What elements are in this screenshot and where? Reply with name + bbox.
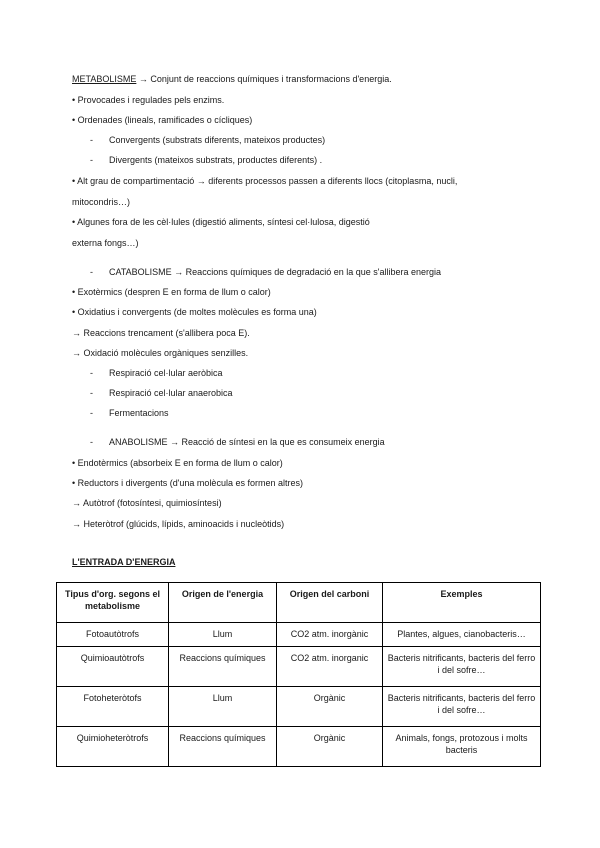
bullet-fora-cont: externa fongs…) (72, 238, 139, 248)
table-cell: Bacteris nitrificants, bacteris del ferro i del sofre… (383, 647, 541, 687)
bullet-compartiment: • Alt grau de compartimentació → diferents processos passen a diferents llocs (citoplasma, nucli, (72, 176, 458, 186)
table-cell: Orgànic (277, 727, 383, 767)
metabolisme-definition-text: → Conjunt de reaccions químiques i transformacions d'energia. (136, 74, 392, 84)
sub-divergents: - Divergents (mateixos substrats, productes diferents) . (90, 155, 323, 165)
catabolisme-item: • Oxidatius i convergents (de moltes molècules es forma una) (72, 307, 317, 317)
table-cell: Llum (169, 687, 277, 727)
sub-fermentacions: - Fermentacions (90, 408, 169, 418)
sub-respiracio-aerobica-text: Respiració cel·lular aeròbica (109, 368, 223, 378)
table-cell: CO2 atm. inorganic (277, 647, 383, 687)
metabolisme-definition (72, 74, 392, 85)
table-cell: Llum (169, 623, 277, 647)
anabolisme-heading: - ANABOLISME → Reacció de síntesi en la que es consumeix energia (90, 437, 385, 447)
anabolisme-item: • Endotèrmics (absorbeix E en forma de llum o calor) (72, 458, 283, 468)
table-row (57, 727, 541, 767)
bullet-ordenades: • Ordenades (lineals, ramificades o cícliques) (72, 115, 253, 125)
anabolisme-heading-text: ANABOLISME → Reacció de síntesi en la que es consumeix energia (109, 437, 385, 447)
table-cell: Quimioautòtrofs (57, 647, 169, 687)
sub-respiracio-aerobica: - Respiració cel·lular aeròbica (90, 368, 223, 378)
anabolisme-item: → Heteròtrof (glúcids, lípids, aminoacids i nucleòtids) (72, 519, 285, 529)
sub-convergents: - Convergents (substrats diferents, mateixos productes) (90, 135, 326, 145)
anabolisme-item: → Autòtrof (fotosíntesi, quimiosíntesi) (72, 498, 222, 508)
table-cell: Reaccions químiques (169, 647, 277, 687)
bullet-fora: • Algunes fora de les cèl·lules (digestió aliments, síntesi cel·lulosa, digestió (72, 217, 370, 227)
metabolisme-term: METABOLISME (72, 74, 137, 84)
sub-fermentacions-text: Fermentacions (109, 408, 169, 418)
sub-convergents-text: Convergents (substrats diferents, mateixos productes) (109, 135, 326, 145)
bullet-enzims: • Provocades i regulades pels enzims. (72, 95, 225, 105)
table-cell: Quimioheteròtrofs (57, 727, 169, 767)
table-header: Tipus d'org. segons el metabolisme (57, 583, 169, 623)
table-cell: CO2 atm. inorgànic (277, 623, 383, 647)
table-cell: Reaccions químiques (169, 727, 277, 767)
anabolisme-item: • Reductors i divergents (d'una molècula es formen altres) (72, 478, 303, 488)
table-header: Exemples (383, 583, 541, 623)
sub-respiracio-anaerobica-text: Respiració cel·lular anaerobica (109, 388, 233, 398)
catabolisme-heading-text: CATABOLISME → Reaccions químiques de degradació en la que s'allibera energia (109, 267, 442, 277)
table-header: Origen de l'energia (169, 583, 277, 623)
sub-divergents-text: Divergents (mateixos substrats, productes diferents) . (109, 155, 323, 165)
table-cell: Bacteris nitrificants, bacteris del ferro i del sofre… (383, 687, 541, 727)
energy-table (56, 582, 541, 767)
table-header-row (57, 583, 541, 623)
sub-respiracio-anaerobica: - Respiració cel·lular anaerobica (90, 388, 233, 398)
table-cell: Fotoautòtrofs (57, 623, 169, 647)
catabolisme-heading: - CATABOLISME → Reaccions químiques de degradació en la que s'allibera energia (90, 267, 442, 277)
catabolisme-item: • Exotèrmics (despren E en forma de llum o calor) (72, 287, 271, 297)
catabolisme-item: → Oxidació molècules orgàniques senzilles. (72, 348, 249, 358)
table-row (57, 687, 541, 727)
bullet-compartiment-cont: mitocondris…) (72, 197, 131, 207)
catabolisme-item: → Reaccions trencament (s'allibera poca E). (72, 328, 250, 338)
table-row (57, 623, 541, 647)
table-cell: Plantes, algues, cianobacteris… (383, 623, 541, 647)
table-cell: Orgànic (277, 687, 383, 727)
table-header: Origen del carboni (277, 583, 383, 623)
entrada-title: L'ENTRADA D'ENERGIA (72, 557, 176, 567)
table-row (57, 647, 541, 687)
table-cell: Fotoheteròtofs (57, 687, 169, 727)
table-cell: Animals, fongs, protozous i molts bacteris (383, 727, 541, 767)
